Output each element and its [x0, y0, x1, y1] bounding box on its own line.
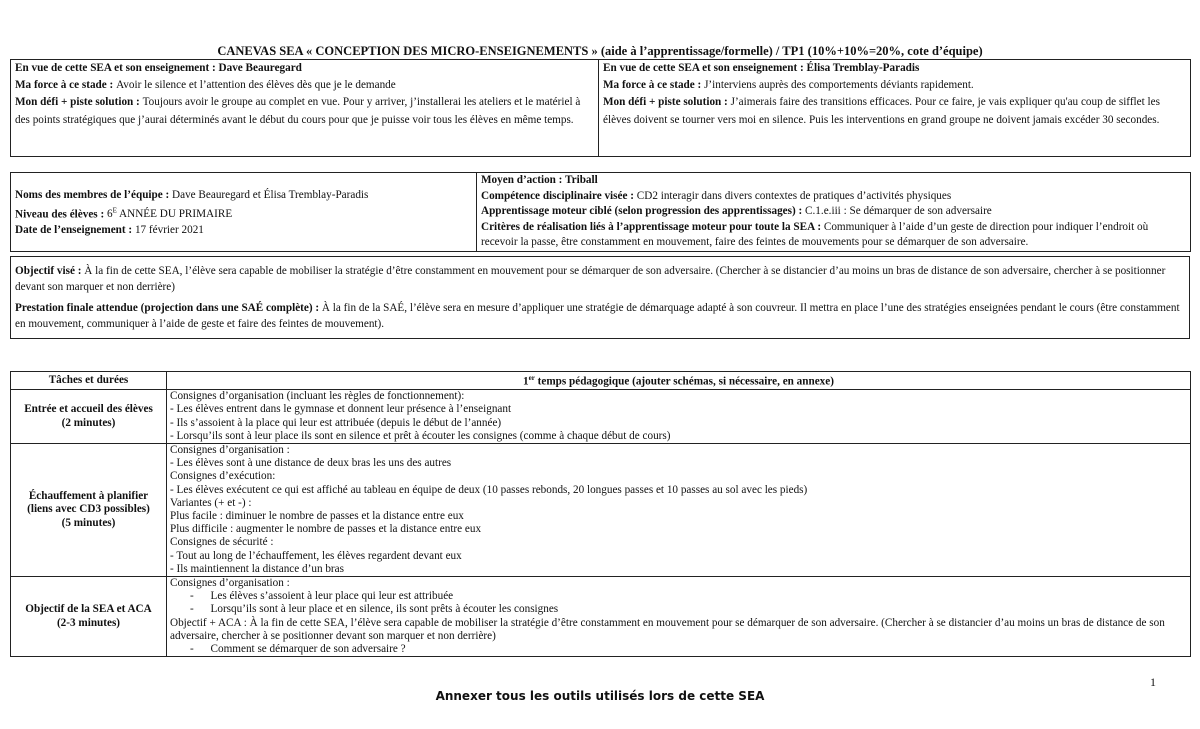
noms-value: Dave Beauregard et Élisa Tremblay-Paradis [172, 189, 369, 201]
table-row [11, 390, 1191, 444]
task-entree: Entrée et accueil des élèves (2 minutes) [11, 390, 167, 444]
team-info-right [477, 173, 1191, 252]
prestation-label: Prestation finale attendue (projection dans une SAÉ complète) : [15, 302, 322, 314]
date-value: 17 février 2021 [134, 223, 204, 236]
left-teacher-heading: En vue de cette SEA et son enseignement : Dave Beauregard [15, 62, 302, 74]
footer-note: Annexer tous les outils utilisés lors de cette SEA [435, 689, 765, 703]
criteres-label: Critères de réalisation liés à l’apprentissage moteur pour toute la SEA : [481, 220, 824, 233]
list-item: - Les élèves s’assoient à leur place qui leur est attribuée [190, 590, 454, 603]
prestation-text: À la fin de la SAÉ, l’élève sera en mesure d’appliquer une stratégie de démarquage adapté à son couvreur. Il mettra en place l’une des stratégies enseignées pendant le cours (être constamment en mouvement, communiquer à l’aide de geste et faire des feintes de mouvement). [15, 302, 1180, 330]
task-echauffement: Échauffement à planifier (liens avec CD3 possibles) (5 minutes) [11, 444, 167, 577]
left-force-text: Avoir le silence et l’attention des élèves dès que je le demande [116, 79, 396, 92]
page-number: 1 [1150, 675, 1156, 689]
list-item: - Comment se démarquer de son adversaire ? [190, 643, 406, 656]
team-info-left [11, 173, 477, 252]
competence-value: CD2 interagir dans divers contextes de pratiques d’activités physiques [636, 189, 952, 202]
left-defi-label: Mon défi + piste solution : [15, 96, 143, 109]
apprentissage-value: C.1.e.iii : Se démarquer de son adversaire [805, 205, 992, 217]
criteres-value: Communiquer à l’aide d’un geste de direction pour indiquer l’endroit où recevoir la passe, être constamment en mouvement, faire des feintes de mouvements pour se démarquer de son adversaire. [481, 220, 1149, 248]
objectif-text: À la fin de cette SEA, l’élève sera capable de mobiliser la stratégie d’être constamment en mouvement pour se démarquer de son adversaire. (Chercher à se distancier d’au moins un bras de distance de son adversaire, chercher à se positionner devant son marquer et non derrière) [15, 265, 1166, 293]
right-force-label: Ma force à ce stade : [603, 79, 705, 92]
noms-label: Noms des membres de l’équipe : [15, 189, 173, 201]
date-label: Date de l’enseignement : [15, 223, 135, 236]
task-objectif: Objectif de la SEA et ACA (2-3 minutes) [11, 577, 167, 657]
moyen-label: Moyen d’action : Triball [481, 174, 598, 186]
objective-table [10, 256, 1190, 339]
schedule-header-tasks: Tâches et durées [11, 372, 167, 390]
task-echauffement-content: Consignes d’organisation : - Les élèves sont à une distance de deux bras les uns des autres Consignes d’exécution: - Les élèves exécutent ce qui est affiché au tableau en équipe de deux (10 passes rebonds, 20 longues passes et 10 passes au sol avec les pieds) Variantes (+ et -) : Plus facile : diminuer le nombre de passes et la distance entre eux Plus difficile : augmenter le nombre de passes et la distance entre eux Consignes de sécurité : - Tout au long de l’échauffement, les élèves regardent devant eux - Ils maintiennent la distance d’un bras [167, 444, 1191, 577]
task-entree-content: Consignes d’organisation (incluant les règles de fonctionnement): - Les élèves entrent dans le gymnase et donnent leur présence à l’enseignant - Ils s’assoient à la place qui leur est attribuée (depuis le début de l’année) - Lorsqu’ils sont à leur place ils sont en silence et prêt à écouter les consignes (comme à chaque début de cours) [167, 390, 1191, 444]
objectif-label: Objectif visé : [15, 265, 85, 277]
task-objectif-content: Consignes d’organisation : - Les élèves s’assoient à leur place qui leur est attribuée - Lorsqu’ils sont à leur place et en silence, ils sont prêts à écouter les consignes Objectif + ACA : À la fin de cette SEA, l’élève sera capable de mobiliser la stratégie d’être constamment en mouvement pour se démarquer de son adversaire. (Chercher à se distancier d’au moins un bras de distance de son adversaire, chercher à se positionner devant son marquer et non derrière) - Comment se démarquer de son adversaire ? [167, 577, 1191, 657]
teacher-reflection-table [10, 59, 1191, 157]
table-row [11, 444, 1191, 577]
right-force-text: J’interviens auprès des comportements déviants rapidement. [704, 79, 974, 92]
document-title: CANEVAS SEA « CONCEPTION DES MICRO-ENSEIGNEMENTS » (aide à l’apprentissage/formelle) / TP1 (10%+10%=20%, cote d’équipe) [217, 44, 983, 58]
table-row [11, 577, 1191, 657]
niveau-label: Niveau des élèves : [15, 208, 107, 221]
right-teacher-cell [599, 60, 1191, 157]
apprentissage-label: Apprentissage moteur ciblé (selon progression des apprentissages) : [481, 205, 806, 217]
niveau-value: $6^E$ ANNÉE DU PRIMAIRE [106, 206, 233, 221]
right-defi-label: Mon défi + piste solution : [603, 96, 731, 109]
right-defi-text: J’aimerais faire des transitions efficaces. Pour ce faire, je vais expliquer qu'au coup de sifflet les élèves doivent se tourner vers moi en silence. Puis les interventions en grand groupe ne doivent jamais excéder 30 secondes. [603, 96, 1160, 126]
left-teacher-cell [11, 60, 599, 157]
left-force-label: Ma force à ce stade : [15, 79, 117, 92]
objective-cell [11, 257, 1190, 339]
list-item: - Lorsqu’ils sont à leur place et en silence, ils sont prêts à écouter les consignes [190, 603, 559, 616]
schedule-table [10, 371, 1191, 657]
team-info-table [10, 172, 1191, 252]
competence-label: Compétence disciplinaire visée : [481, 189, 637, 202]
right-teacher-heading: En vue de cette SEA et son enseignement : Élisa Tremblay-Paradis [603, 62, 920, 74]
schedule-header-period: 1er temps pédagogique (ajouter schémas, si nécessaire, en annexe) [167, 372, 1191, 390]
left-defi-text: Toujours avoir le groupe au complet en vue. Pour y arriver, j’installerai les ateliers et le matériel à des points stratégiques que j’aurai déterminés avant le début du cours pour que je puisse voir tous les élèves en même temps. [15, 96, 581, 126]
